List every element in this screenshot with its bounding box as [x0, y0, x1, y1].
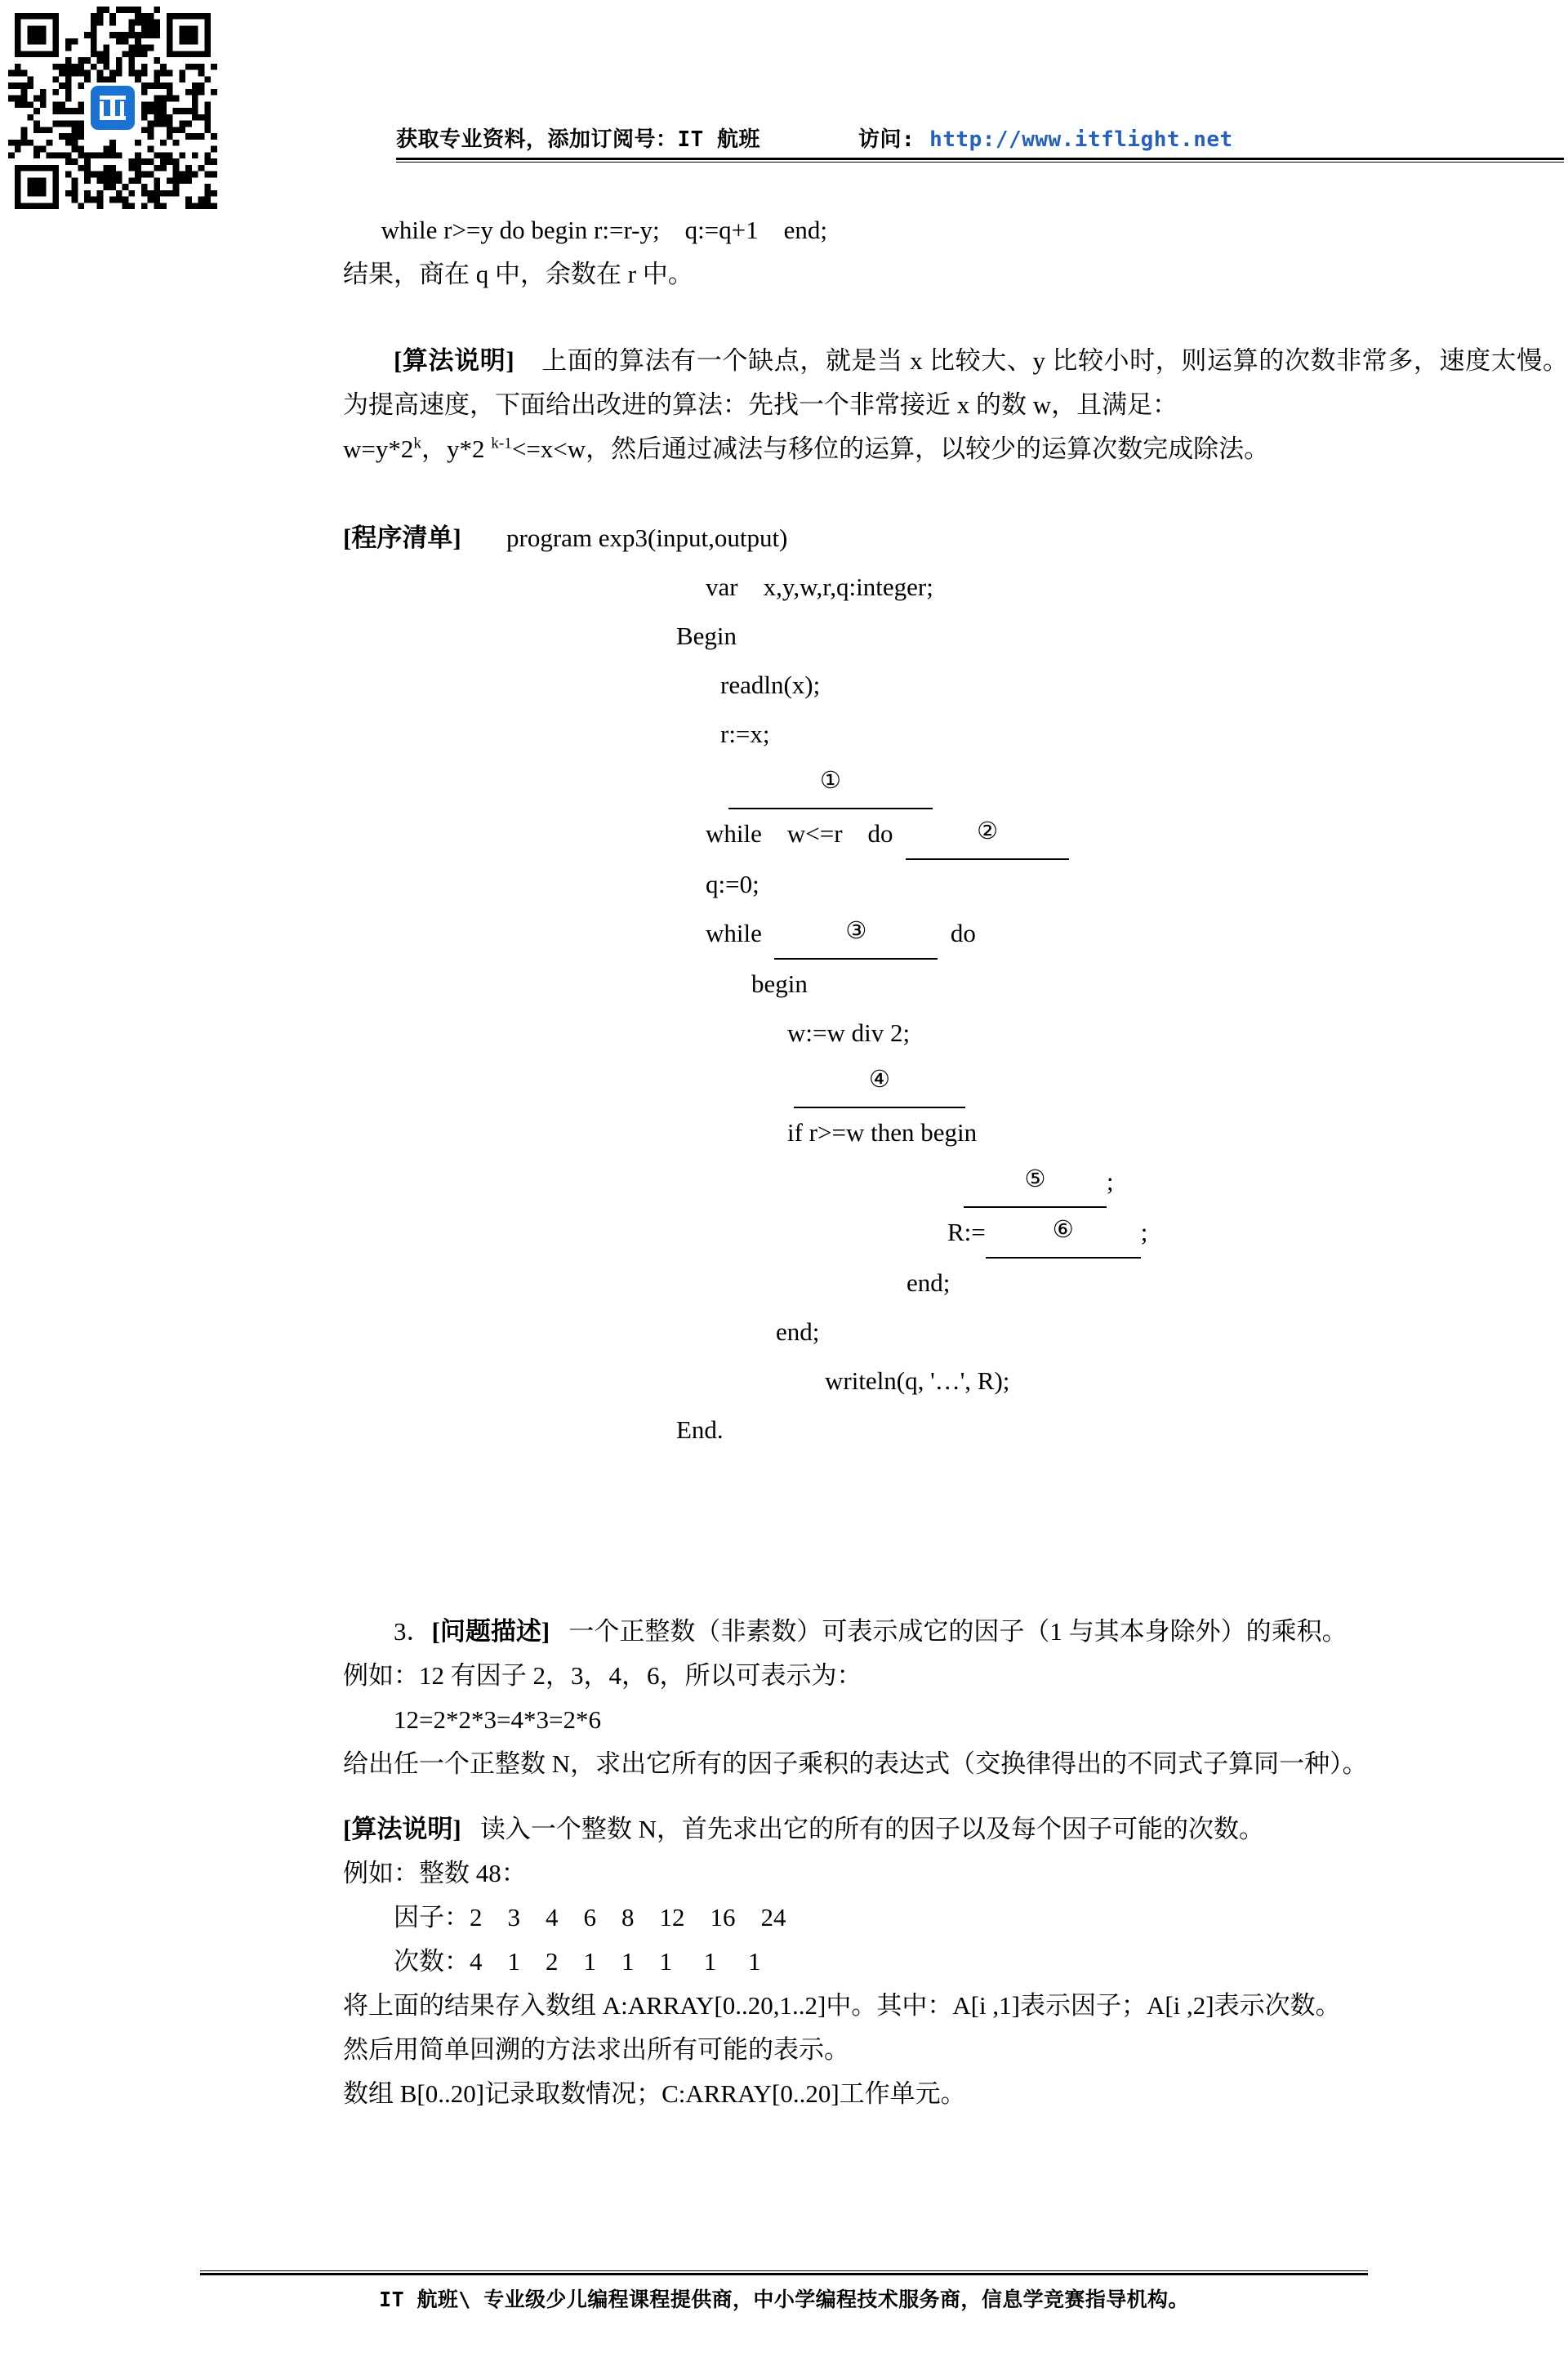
- problem3-backtrack-text: 然后用简单回溯的方法求出所有可能的表示。: [343, 2035, 849, 2064]
- listing-line-l14: [670, 1157, 1568, 1208]
- answer-blank-l9[interactable]: [774, 909, 938, 960]
- header-divider: [396, 158, 1564, 163]
- problem3-algo-text: 读入一个整数 N，首先求出它的所有的因子以及每个因子可能的次数。: [479, 1815, 1265, 1843]
- qr-code-badge: [8, 7, 217, 209]
- listing-text: while: [706, 919, 775, 947]
- listing-line-l19: End.: [676, 1415, 724, 1444]
- header-visit-label: 访问:: [858, 127, 915, 152]
- result-line: 结果，商在 q 中，余数在 r 中。: [343, 260, 693, 288]
- factors-values: 2 3 4 6 8 12 16 24: [470, 1903, 786, 1931]
- answer-blank-l15[interactable]: [986, 1208, 1141, 1259]
- answer-blank-l12[interactable]: [794, 1058, 965, 1108]
- blank-number: ②: [977, 818, 999, 844]
- spacer: [343, 1786, 1568, 1807]
- problem3-ask-text: 给出任一个正整数 N，求出它所有的因子乘积的表达式（交换律得出的不同式子算同一种）。: [343, 1749, 1368, 1778]
- header-row: [396, 123, 1564, 158]
- problem3-example-expression: 12=2*2*3=4*3=2*6: [394, 1705, 601, 1734]
- blank-number: ⑤: [1024, 1166, 1046, 1192]
- answer-blank-l7[interactable]: [906, 809, 1069, 860]
- blank-number: ③: [845, 918, 867, 944]
- listing-line-l17: end;: [776, 1317, 820, 1346]
- problem3-example-n: 例如：整数 48：: [343, 1859, 527, 1887]
- listing-line-l10: begin: [751, 969, 808, 998]
- page-footer: [0, 2270, 1568, 2313]
- listing-text: do: [938, 919, 976, 947]
- formula-exponent-k: k: [413, 434, 421, 452]
- blank-number: ⑥: [1052, 1217, 1074, 1243]
- page-header: [396, 123, 1564, 163]
- counts-label: 次数：: [394, 1947, 470, 1976]
- listing-line: program exp3(input,output): [506, 524, 788, 552]
- listing-line-l6: [670, 759, 1568, 809]
- listing-line-l7: [670, 809, 1568, 860]
- listing-line-l13: if r>=w then begin: [787, 1118, 978, 1147]
- answer-blank-l14[interactable]: [964, 1157, 1107, 1208]
- listing-line-l8: q:=0;: [706, 870, 760, 898]
- problem3-description-text: 一个正整数（非素数）可表示成它的因子（1 与其本身除外）的乘积。: [568, 1617, 1348, 1646]
- code-line-while: while r>=y do begin r:=r-y; q:=q+1 end;: [343, 216, 828, 244]
- blank-number: ①: [820, 768, 841, 794]
- algo-formula-line: [343, 427, 1568, 471]
- listing-first-line: [343, 514, 1568, 563]
- listing-lines: [343, 563, 1568, 1455]
- footer-divider: [200, 2270, 1368, 2275]
- answer-blank-l6[interactable]: [728, 759, 933, 809]
- listing-text: ;: [1107, 1167, 1114, 1196]
- listing-line-l2: var x,y,w,r,q:integer;: [706, 573, 933, 601]
- listing-text: R:=: [947, 1218, 986, 1246]
- listing-line-l12: [670, 1058, 1568, 1108]
- problem3-description-label: [问题描述]: [431, 1617, 550, 1646]
- algo-explanation-text: 上面的算法有一个缺点，就是当 x 比较大、y 比较小时，则运算的次数非常多，速度太慢。为提高速度，下面给出改进的算法：先找一个非常接近 x 的数 w，且满足：: [343, 346, 1568, 419]
- listing-line-l5: r:=x;: [720, 720, 770, 748]
- document-body: [343, 208, 1568, 2116]
- listing-line-l3: Begin: [676, 622, 737, 650]
- problem3-arrays-text: 数组 B[0..20]记录取数情况；C:ARRAY[0..20]工作单元。: [343, 2079, 966, 2108]
- problem3-counts-row: [343, 1940, 1568, 1984]
- spacer: [343, 471, 1568, 514]
- problem3-factors-row: [343, 1896, 1568, 1940]
- problem3-description-paragraph: [343, 1610, 1568, 1654]
- listing-text: while w<=r do: [706, 819, 906, 848]
- formula-part-2: ，y*2: [421, 434, 492, 463]
- listing-line-l9: [670, 909, 1568, 960]
- spacer: [343, 1455, 1568, 1610]
- header-subscribe-text: 获取专业资料，添加订阅号：IT 航班: [396, 127, 760, 152]
- listing-line-l16: end;: [906, 1268, 951, 1297]
- formula-part-3: <=x<w，然后通过减法与移位的运算，以较少的运算次数完成除法。: [511, 434, 1270, 463]
- problem3-algo-label: [算法说明]: [343, 1815, 461, 1843]
- spacer: [343, 296, 1568, 339]
- listing-line-l11: w:=w div 2;: [787, 1018, 911, 1047]
- problem3-array-text: 将上面的结果存入数组 A:ARRAY[0..20,1..2]中。其中：A[i ,1]表示因子；A[i ,2]表示次数。: [343, 1991, 1341, 2020]
- counts-values: 4 1 2 1 1 1 1 1: [470, 1947, 761, 1976]
- program-listing: [343, 514, 1568, 1455]
- header-website-link[interactable]: http://www.itflight.net: [929, 127, 1233, 152]
- formula-part-1: w=y*2: [343, 434, 414, 463]
- footer-text: IT 航班\ 专业级少儿编程课程提供商，中小学编程技术服务商，信息学竞赛指导机构。: [379, 2288, 1189, 2311]
- problem3-algo-paragraph: [343, 1807, 1568, 1851]
- listing-line-l4: readln(x);: [720, 671, 821, 699]
- algo-explanation-paragraph: [343, 339, 1568, 427]
- formula-exponent-k-minus-1: k-1: [491, 434, 512, 452]
- factors-label: 因子：: [394, 1903, 470, 1931]
- algo-explanation-label: [算法说明]: [394, 346, 514, 375]
- blank-number: ④: [869, 1067, 890, 1093]
- it-flight-logo-icon: [87, 82, 138, 133]
- listing-line-l15: [670, 1208, 1568, 1259]
- problem3-example-intro: 例如：12 有因子 2，3，4，6，所以可表示为：: [343, 1661, 862, 1690]
- listing-line-l18: writeln(q, '…', R);: [825, 1366, 1010, 1395]
- program-listing-label: [程序清单]: [343, 524, 461, 552]
- listing-text: ;: [1140, 1218, 1148, 1246]
- problem3-number: 3．: [394, 1617, 432, 1646]
